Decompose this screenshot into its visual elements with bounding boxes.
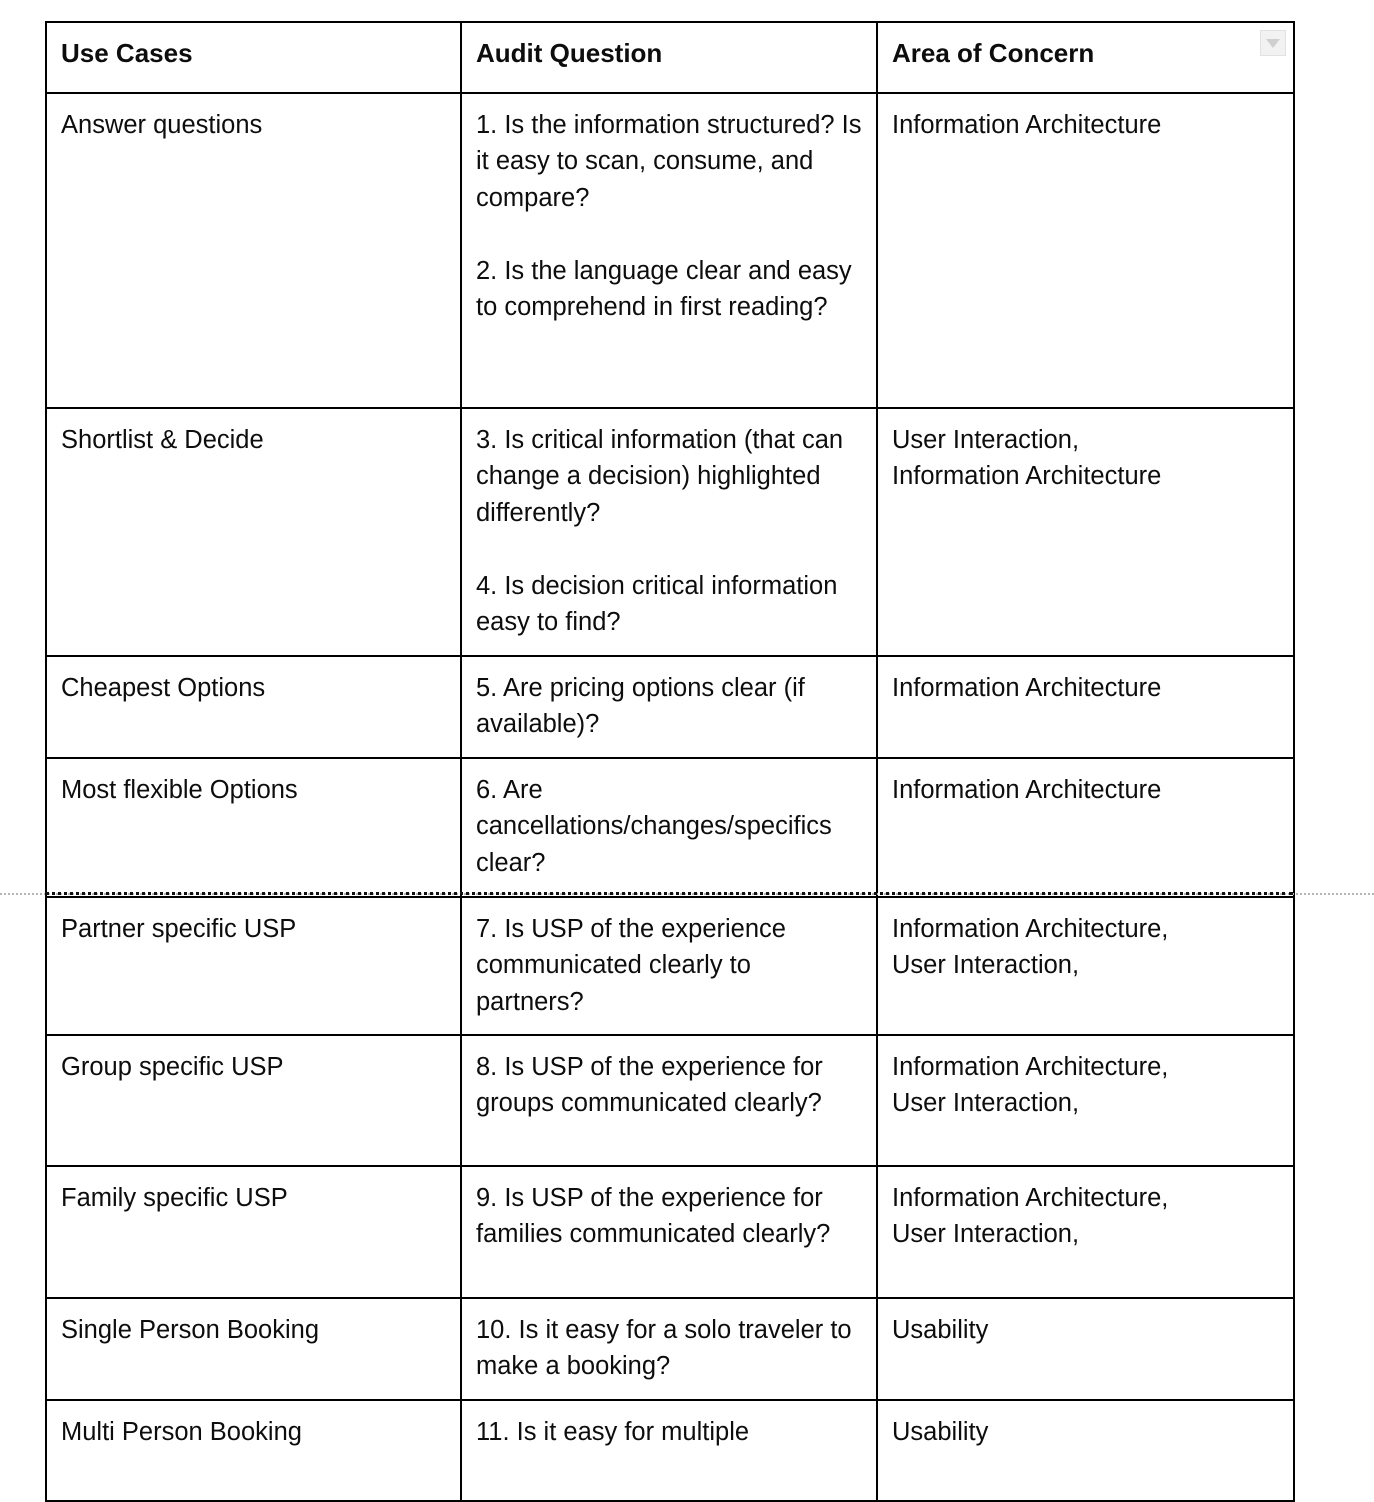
concern-text: Information Architecture, xyxy=(892,1183,1169,1212)
question-text: 8. Is USP of the experience for groups communicated clearly? xyxy=(476,1052,823,1118)
cell-area-of-concern xyxy=(877,897,1294,1035)
table-row xyxy=(46,758,1294,897)
table-head xyxy=(46,22,1294,93)
cell-area-of-concern xyxy=(877,93,1294,408)
column-header-area-of-concern-label: Area of Concern xyxy=(892,38,1095,68)
cell-area-of-concern xyxy=(877,1298,1294,1400)
cell-area-of-concern xyxy=(877,1035,1294,1166)
cell-audit-question xyxy=(461,1035,877,1166)
question-text: 9. Is USP of the experience for families communicated clearly? xyxy=(476,1183,831,1249)
question-text: 7. Is USP of the experience communicated clearly to partners? xyxy=(476,914,786,1016)
cell-audit-question xyxy=(461,758,877,897)
table-body xyxy=(46,93,1294,1501)
cell-audit-question xyxy=(461,1400,877,1501)
question-text: 10. Is it easy for a solo traveler to make a booking? xyxy=(476,1315,852,1381)
cell-use-case: Group specific USP xyxy=(46,1035,461,1166)
column-header-area-of-concern xyxy=(877,22,1294,93)
table-row xyxy=(46,1035,1294,1166)
cell-audit-question xyxy=(461,656,877,758)
cell-area-of-concern xyxy=(877,1166,1294,1298)
table-row xyxy=(46,897,1294,1035)
table-header-row xyxy=(46,22,1294,93)
cell-audit-question xyxy=(461,408,877,656)
question-text: 6. Are cancellations/changes/specifics clear? xyxy=(476,775,832,877)
cell-use-case: Family specific USP xyxy=(46,1166,461,1298)
table-row xyxy=(46,93,1294,408)
cell-area-of-concern xyxy=(877,1400,1294,1501)
column-header-audit-question: Audit Question xyxy=(461,22,877,93)
question-text: 4. Is decision critical information easy to find? xyxy=(476,571,838,637)
question-text: 11. Is it easy for multiple xyxy=(476,1417,750,1446)
table-row xyxy=(46,1298,1294,1400)
question-text: 2. Is the language clear and easy to comprehend in first reading? xyxy=(476,256,852,322)
concern-text: Usability xyxy=(892,1315,989,1344)
cell-area-of-concern xyxy=(877,656,1294,758)
concern-text: Information Architecture xyxy=(892,462,1162,491)
concern-text: Information Architecture xyxy=(892,775,1162,804)
question-text: 5. Are pricing options clear (if available)? xyxy=(476,673,805,739)
cell-use-case: Answer questions xyxy=(46,93,461,408)
cell-use-case: Shortlist & Decide xyxy=(46,408,461,656)
concern-text: Information Architecture, xyxy=(892,1052,1169,1081)
table-row xyxy=(46,408,1294,656)
column-header-use-cases: Use Cases xyxy=(46,22,461,93)
concern-text: User Interaction, xyxy=(892,1089,1080,1118)
audit-table xyxy=(45,21,1295,1502)
concern-text: Information Architecture xyxy=(892,111,1162,139)
page-break-rule-over-table xyxy=(45,892,1293,895)
concern-text: Information Architecture, xyxy=(892,914,1169,943)
cell-audit-question xyxy=(461,1298,877,1400)
cell-use-case: Multi Person Booking xyxy=(46,1400,461,1501)
cell-use-case: Partner specific USP xyxy=(46,897,461,1035)
concern-text: User Interaction, xyxy=(892,951,1080,980)
audit-table-container xyxy=(45,21,1293,1502)
concern-text: User Interaction, xyxy=(892,1220,1080,1249)
cell-audit-question xyxy=(461,1166,877,1298)
table-row xyxy=(46,656,1294,758)
concern-text: Information Architecture xyxy=(892,673,1162,702)
cell-use-case: Cheapest Options xyxy=(46,656,461,758)
question-text: 3. Is critical information (that can change a decision) highlighted differently? xyxy=(476,426,844,527)
concern-text: Usability xyxy=(892,1417,989,1446)
cell-area-of-concern xyxy=(877,408,1294,656)
table-row xyxy=(46,1400,1294,1501)
cell-use-case: Single Person Booking xyxy=(46,1298,461,1400)
cell-area-of-concern xyxy=(877,758,1294,897)
table-row xyxy=(46,1166,1294,1298)
chevron-down-icon[interactable] xyxy=(1260,30,1286,56)
concern-text: User Interaction, xyxy=(892,426,1080,454)
cell-audit-question xyxy=(461,93,877,408)
cell-audit-question xyxy=(461,897,877,1035)
question-text: 1. Is the information structured? Is it easy to scan, consume, and compare? xyxy=(476,111,862,212)
cell-use-case: Most flexible Options xyxy=(46,758,461,897)
